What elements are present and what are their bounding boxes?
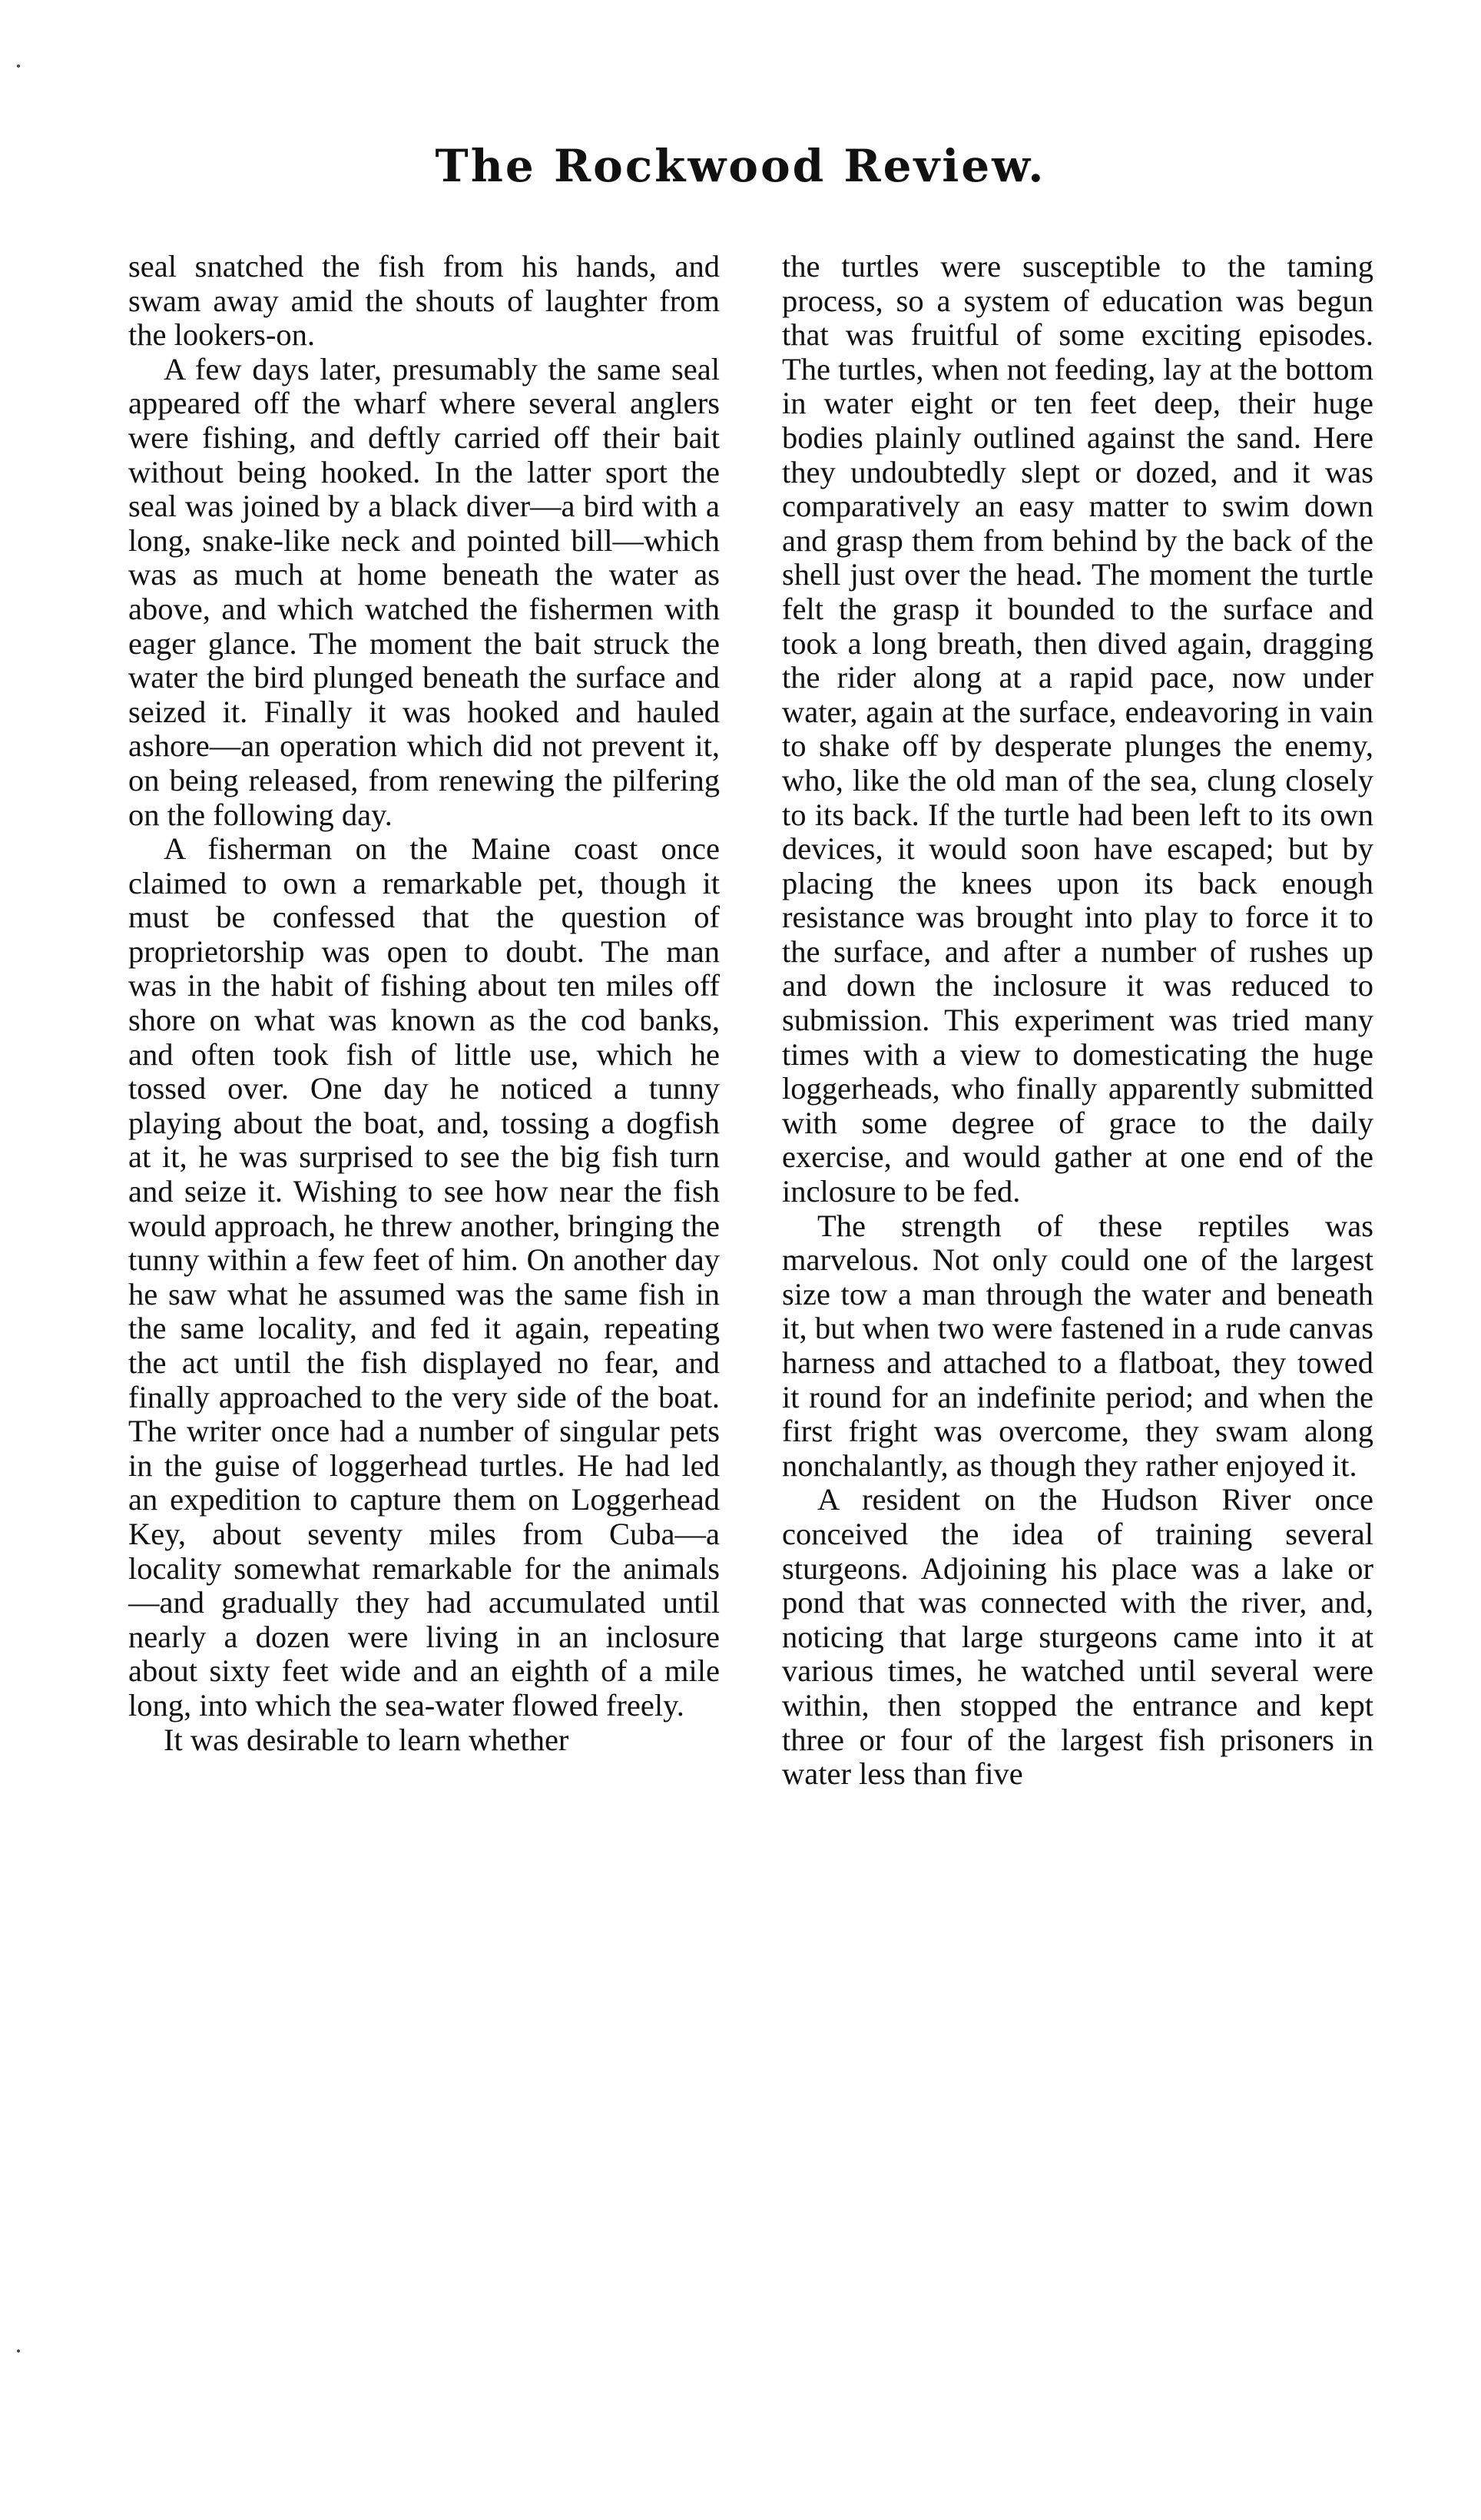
paragraph: seal snatched the fish from his hands, and swam away amid the shouts of laughter from the lookers-on.	[128, 249, 720, 353]
paragraph: A fisherman on the Maine coast once claimed to own a remarkable pet, though it must be confessed that the question of proprietorship was open to doubt. The man was in the habit of fishing about ten miles off shore on what was known as the cod banks, and often took fish of little use, which he tossed over. One day he noticed a tunny playing about the boat, and, tossing a dogfish at it, he was surprised to see the big fish turn and seize it. Wishing to see how near the fish would approach, he threw another, bringing the tunny within a few feet of him. On another day he saw what he assumed was the same fish in the same locality, and fed it again, repeating the act until the fish displayed no fear, and finally approached to the very side of the boat. The writer once had a number of singular pets in the guise of loggerhead turtles. He had led an expedition to capture them on Loggerhead Key, about seventy miles from Cuba—a locality somewhat remarkable for the animals—and gradually they had accumulated until nearly a dozen were living in an inclosure about sixty feet wide and an eighth of a mile long, into which the sea-water flowed freely.	[128, 831, 720, 1723]
paragraph: It was desirable to learn whether	[164, 1722, 569, 1757]
scan-speck	[17, 65, 20, 68]
paragraph: the turtles were susceptible to the taming process, so a system of education was begun that was fruitful of some exciting episodes. The turtles, when not feeding, lay at the bottom in water eight or ten feet deep, their huge bodies plainly outlined against the sand. Here they undoubtedly slept or dozed, and it was comparatively an easy matter to swim down and grasp them from behind by the back of the shell just over the head. The moment the turtle felt the grasp it bounded to the surface and took a long breath, then dived again, dragging the rider along at a rapid pace, now under water, again at the surface, endeavoring in vain to shake off by desperate plunges the enemy, who, like the old man of the sea, clung closely to its back. If the turtle had been left to its own devices, it would soon have escaped; but by placing the knees upon its back enough resistance was brought into play to force it to the surface, and after a number of rushes up and down the inclosure it was reduced to submission. This experiment was tried many times with a view to domesticating the huge loggerheads, who finally apparently submitted with some degree of grace to the daily exercise, and would gather at one end of the inclosure to be fed.	[782, 249, 1373, 1209]
paragraph: A resident on the Hudson River once conceived the idea of training several sturgeons. Adjoining his place was a lake or pond that was connected with the river, and, noticing that large sturgeons came into it at various times, he watched until several were within, then stopped the entrance and kept three or four of the largest fish prisoners in water less than five	[782, 1482, 1373, 1792]
left-column	[128, 250, 720, 1757]
running-header: The Rockwood Review.	[435, 140, 1046, 192]
right-column	[782, 250, 1373, 1792]
paragraph: The strength of these reptiles was marvelous. Not only could one of the largest size tow a man through the water and beneath it, but when two were fastened in a rude canvas harness and attached to a flatboat, they towed it round for an indefinite period; and when the first fright was overcome, they swam along nonchalantly, as though they rather enjoyed it.	[782, 1208, 1373, 1483]
paragraph: A few days later, presumably the same seal appeared off the wharf where several anglers were fishing, and deftly carried off their bait without being hooked. In the latter sport the seal was joined by a black diver—a bird with a long, snake-like neck and pointed bill—which was as much at home beneath the water as above, and which watched the fishermen with eager glance. The moment the bait struck the water the bird plunged beneath the surface and seized it. Finally it was hooked and hauled ashore—an operation which did not prevent it, on being released, from renewing the pilfering on the following day.	[128, 351, 720, 832]
scan-speck	[17, 2349, 20, 2353]
